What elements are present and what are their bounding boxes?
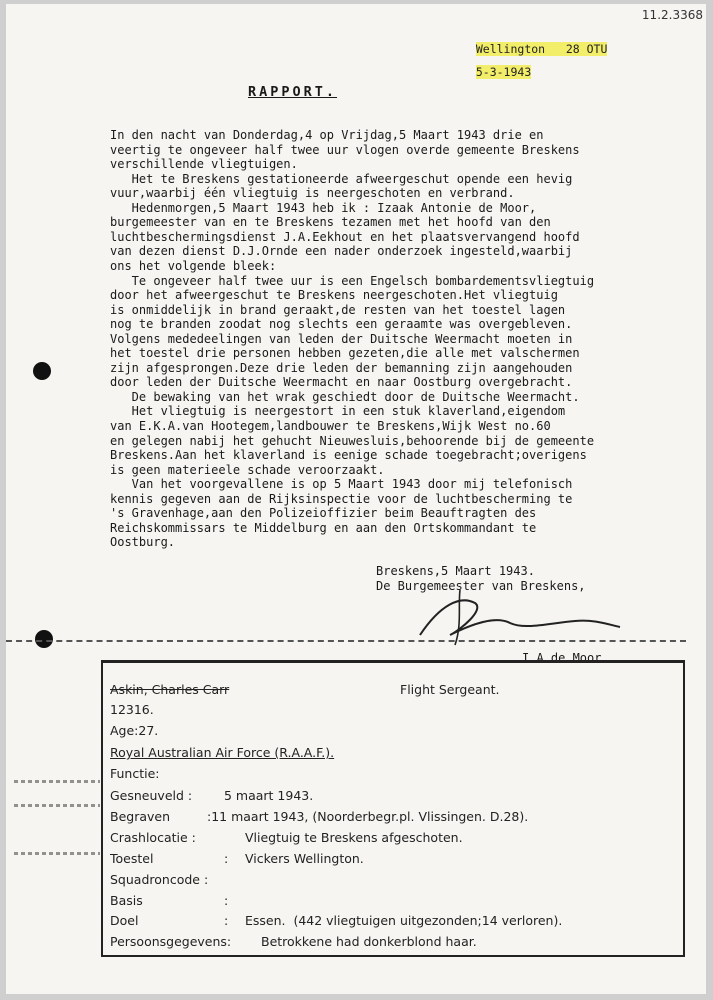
report-line: veertig te ongeveer half twee uur vlogen overde gemeente Breskens bbox=[110, 142, 580, 157]
handwritten-signature bbox=[400, 585, 630, 655]
report-line: nog te branden zoodat nog slechts een geraamte was overgebleven. bbox=[110, 317, 573, 332]
margin-mark bbox=[14, 804, 100, 807]
service-number: 12316. bbox=[110, 702, 154, 717]
report-line: en gelegen nabij het gehucht Nieuwesluis,behoorende bij de gemeente bbox=[110, 433, 595, 448]
report-line: burgemeester van en te Breskens tezamen met het hoofd van den bbox=[110, 215, 551, 230]
toestel-label: Toestel bbox=[110, 851, 154, 866]
report-line: In den nacht van Donderdag,4 op Vrijdag,5 Maart 1943 drie en bbox=[110, 128, 544, 142]
persoonsgegevens-label: Persoonsgegevens: bbox=[110, 934, 232, 949]
gesneuveld-value: 5 maart 1943. bbox=[224, 788, 314, 803]
aircraft-tag-date bbox=[462, 51, 531, 79]
doel-value: Essen. (442 vliegtuigen uitgezonden;14 verloren). bbox=[245, 913, 563, 928]
toestel-value: Vickers Wellington. bbox=[245, 851, 364, 866]
report-line: Breskens.Aan het klaverland is eenige schade toegebracht;overigens bbox=[110, 448, 587, 463]
report-line: vuur,waarbij één vliegtuig is neergeschoten en verbrand. bbox=[110, 186, 515, 201]
report-line: kennis gegeven aan de Rijksinspectie voor de luchtbescherming te bbox=[110, 491, 573, 506]
report-line: zijn afgesprongen.Deze drie leden der bemanning zijn aangehouden bbox=[110, 360, 573, 375]
report-line: ons het volgende bleek: bbox=[110, 258, 277, 273]
crashlocatie-label: Crashlocatie : bbox=[110, 830, 196, 845]
gesneuveld-label: Gesneuveld : bbox=[110, 788, 193, 803]
report-line: Hedenmorgen,5 Maart 1943 heb ik : Izaak Antonie de Moor, bbox=[110, 200, 537, 215]
report-title: RAPPORT. bbox=[248, 84, 338, 100]
squadroncode-label: Squadroncode : bbox=[110, 872, 209, 887]
aircraft-tag-line2: 5-3-1943 bbox=[475, 65, 532, 79]
age: Age:27. bbox=[110, 723, 159, 738]
punch-hole-bottom bbox=[35, 630, 53, 648]
basis-colon: : bbox=[224, 893, 229, 908]
persoonsgegevens-value: Betrokkene had donkerblond haar. bbox=[261, 934, 477, 949]
report-line: De bewaking van het wrak geschiedt door de Duitsche Weermacht. bbox=[110, 389, 580, 404]
report-line: Oostburg. bbox=[110, 535, 176, 550]
toestel-colon: : bbox=[224, 851, 229, 866]
report-line: 's Gravenhage,aan den Polizeioffizier beim Beauftragten des bbox=[110, 506, 537, 521]
report-line: Het vliegtuig is neergestort in een stuk klaverland,eigendom bbox=[110, 404, 566, 419]
begraven-value: :11 maart 1943, (Noorderbegr.pl. Vlissingen. D.28). bbox=[207, 809, 529, 824]
report-line: Volgens mededeelingen van leden der Duitsche Weermacht moeten in bbox=[110, 331, 573, 346]
functie-label: Functie: bbox=[110, 766, 160, 781]
doel-colon: : bbox=[224, 913, 229, 928]
report-line: Reichskommissars te Middelburg en aan den Ortskommandant te bbox=[110, 520, 537, 535]
signature-name: I.A.de Moor. bbox=[522, 651, 609, 665]
report-line: verschillende vliegtuigen. bbox=[110, 157, 298, 172]
aircraft-tag-line1: Wellington 28 OTU bbox=[475, 42, 608, 56]
air-force: Royal Australian Air Force (R.A.A.F.). bbox=[110, 745, 335, 760]
perforation-line bbox=[6, 640, 686, 642]
report-line: is geen materieele schade veroorzaakt. bbox=[110, 462, 385, 477]
report-line: het toestel drie personen hebben gezeten,die alle met valschermen bbox=[110, 346, 580, 361]
signature-role: De Burgemeester van Breskens, bbox=[376, 579, 586, 593]
margin-mark bbox=[14, 852, 100, 855]
report-line: luchtbeschermingsdienst J.A.Eekhout en het plaatsvervangend hoofd bbox=[110, 229, 580, 244]
report-line: Te ongeveer half twee uur is een Engelsch bombardementsvliegtuig bbox=[110, 273, 595, 288]
report-line: van E.K.A.van Hootegem,landbouwer te Breskens,Wijk West no.60 bbox=[110, 419, 551, 433]
signature-place-date: Breskens,5 Maart 1943. bbox=[376, 564, 535, 578]
report-line: door het afweergeschut te Breskens neergeschoten.Het vliegtuig bbox=[110, 288, 558, 303]
basis-label: Basis bbox=[110, 893, 143, 908]
report-line: Van het voorgevallene is op 5 Maart 1943 door mij telefonisch bbox=[110, 477, 573, 492]
archive-reference: 11.2.3368 bbox=[641, 8, 703, 22]
crashlocatie-value: Vliegtuig te Breskens afgeschoten. bbox=[245, 830, 463, 845]
punch-hole-top bbox=[33, 362, 51, 380]
report-line: Het te Breskens gestationeerde afweergeschut opende een hevig bbox=[110, 171, 573, 186]
report-line: van dezen dienst D.J.Ornde een nader onderzoek ingesteld,waarbij bbox=[110, 244, 573, 259]
doel-label: Doel bbox=[110, 913, 139, 928]
report-line: is onmiddelijk in brand geraakt,de resten van het toestel lagen bbox=[110, 302, 566, 317]
casualty-name: Askin, Charles Carr bbox=[110, 682, 230, 697]
casualty-rank: Flight Sergeant. bbox=[400, 682, 500, 697]
begraven-label: Begraven bbox=[110, 809, 171, 824]
margin-mark bbox=[14, 780, 100, 783]
report-line: door leden der Duitsche Weermacht en naar Oostburg overgebracht. bbox=[110, 375, 573, 390]
